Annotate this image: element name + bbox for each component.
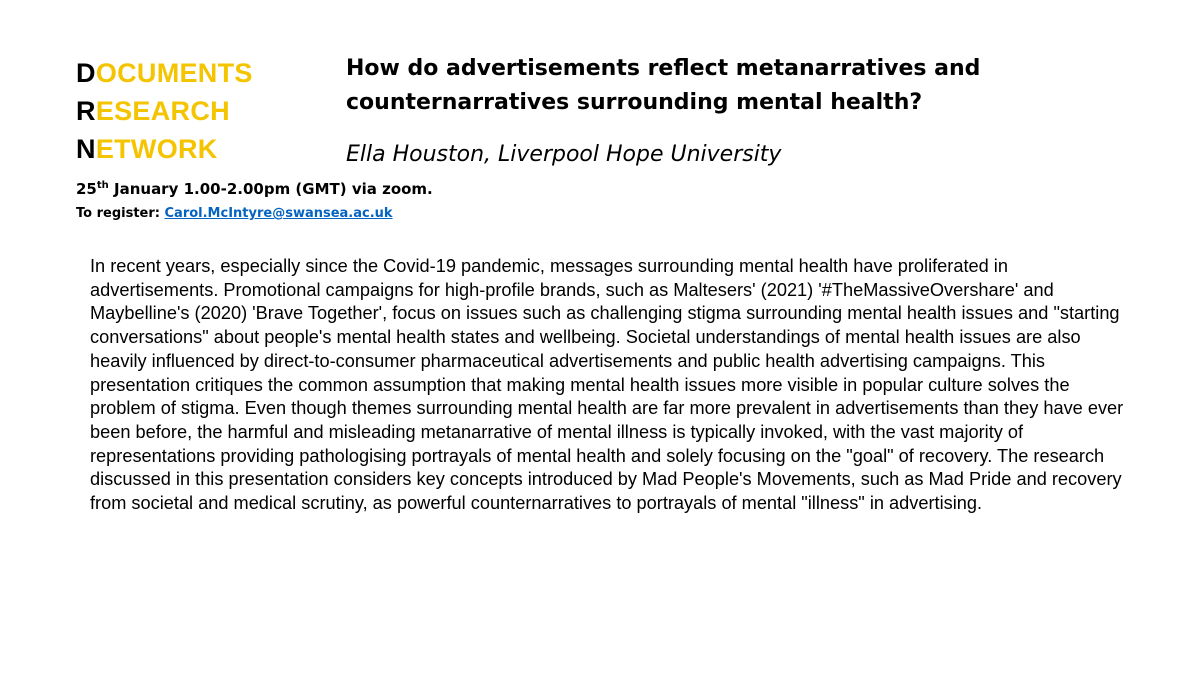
logo-line-network: NETWORK xyxy=(76,134,218,164)
date-suffix: th xyxy=(96,180,109,191)
abstract-text: In recent years, especially since the Covid-19 pandemic, messages surrounding mental health have proliferated in advertisements. Promotional campaigns for high-profile brands, such as Maltesers' (2021) '#TheMassiveOvershare' and Maybelline's (2020) 'Brave Together', focus on issues such as challenging stigma surrounding mental health issues and "starting conversations" about people's mental health states and wellbeing. Societal understandings of mental health issues are also heavily influenced by direct-to-consumer pharmaceutical advertisements and public health advertising campaigns. This presentation critiques the common assumption that making mental health issues more visible in popular culture solves the problem of stigma. Even though themes surrounding mental health are far more prevalent in advertisements than they have ever been before, the harmful and misleading metanarrative of mental illness is typically invoked, with the vast majority of representations providing pathologising portrayals of mental health and solely focusing on the "goal" of recovery. The research discussed in this presentation considers key concepts introduced by Mad People's Movements, such as Mad Pride and recovery from societal and medical scrutiny, as powerful counternarratives to portrayals of mental "illness" in advertising. xyxy=(90,256,1124,514)
register-email-link[interactable]: Carol.McIntyre@swansea.ac.uk xyxy=(164,206,393,221)
logo-line-documents: DOCUMENTS xyxy=(76,58,253,88)
speaker-name: Ella Houston, Liverpool Hope University xyxy=(346,142,782,167)
drn-logo xyxy=(76,54,253,168)
event-title: How do advertisements reflect metanarratives and counternarratives surrounding mental health? xyxy=(346,56,981,115)
date-day: 25 xyxy=(76,180,97,198)
event-date xyxy=(76,178,433,200)
logo-line-research: RESEARCH xyxy=(76,96,230,126)
date-details: January 1.00-2.00pm (GMT) via zoom. xyxy=(108,180,433,198)
register-line xyxy=(76,203,393,225)
register-label: To register: xyxy=(76,206,165,221)
